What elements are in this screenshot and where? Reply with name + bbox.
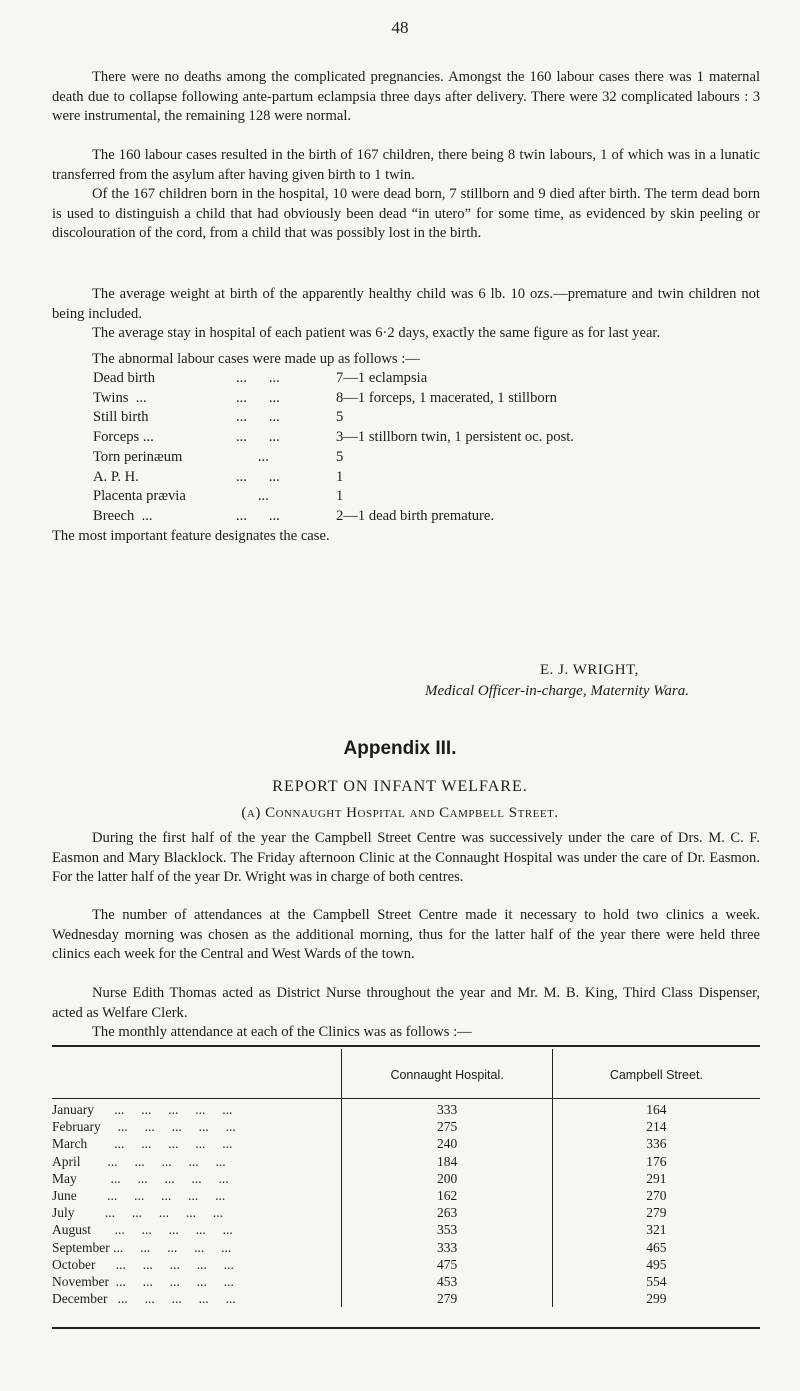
table-row: August ... ... ... ... ... 353 321 [52, 1221, 760, 1238]
table-row: February ... ... ... ... ... 275 214 [52, 1118, 760, 1135]
list-item: Twins ... ... ... 8—1 forceps, 1 macerated, 1 stillborn [93, 389, 557, 406]
table-bottom-rule [52, 1327, 760, 1329]
table-row: March ... ... ... ... ... 240 336 [52, 1135, 760, 1152]
signature-title: Medical Officer-in-charge, Maternity Wara. [425, 683, 689, 699]
section-subheading: (a) Connaught Hospital and Campbell Street. [241, 805, 559, 821]
appendix-heading: Appendix III. [343, 738, 457, 759]
table-header-row [52, 1049, 760, 1101]
paragraph-maternal-deaths: There were no deaths among the complicated pregnancies. Amongst the 160 labour cases there was 1 maternal death due to collapse following ante-partum eclampsia three days after delivery. There were 32 complicated labours : 3 were instrumental, the remaining 128 were normal. [52, 69, 760, 125]
paragraph-abnormal-intro: The abnormal labour cases were made up as follows :— [92, 351, 420, 367]
paragraph-table-intro: The monthly attendance at each of the Clinics was as follows :— [92, 1024, 472, 1040]
table-row: December ... ... ... ... ... 279 299 [52, 1290, 760, 1307]
list-item: Breech ... ... ... 2—1 dead birth premature. [93, 507, 495, 524]
table-row: January ... ... ... ... ... 333 164 [52, 1101, 760, 1118]
paragraph-labour-births: The 160 labour cases resulted in the birth of 167 children, there being 8 twin labours, 1 of which was in a lunatic transferred from the asylum after having given birth to 1 twin. [52, 147, 760, 183]
table-row: April ... ... ... ... ... 184 176 [52, 1153, 760, 1170]
table-row: November ... ... ... ... ... 453 554 [52, 1273, 760, 1290]
list-item: Placenta prævia ... 1 [93, 488, 344, 505]
header-connaught: Connaught Hospital. [342, 1049, 552, 1101]
header-month [52, 1049, 342, 1101]
table-top-rule [52, 1045, 760, 1047]
page-number: 48 [391, 18, 409, 37]
attendance-table [52, 1049, 760, 1307]
paragraph-average-weight: The average weight at birth of the apparently healthy child was 6 lb. 10 ozs.—premature and twin children not being included. [52, 286, 760, 322]
report-title: REPORT ON INFANT WELFARE. [272, 778, 528, 795]
list-item: Forceps ... ... ... 3—1 stillborn twin, 1 persistent oc. post. [93, 429, 574, 446]
paragraph-staff: Nurse Edith Thomas acted as District Nurse throughout the year and Mr. M. B. King, Third Class Dispenser, acted as Welfare Clerk. [52, 985, 760, 1021]
table-row: October ... ... ... ... ... 475 495 [52, 1256, 760, 1273]
table-row: May ... ... ... ... ... 200 291 [52, 1170, 760, 1187]
table-row: June ... ... ... ... ... 162 270 [52, 1187, 760, 1204]
paragraph-clinic-attendance: The number of attendances at the Campbell Street Centre made it necessary to hold two clinics a week. Wednesday morning was chosen as the additional morning, thus for the latter half of the year there were held three clinics each week for the Central and West Wards of the town. [52, 907, 760, 963]
header-campbell: Campbell Street. [552, 1049, 760, 1101]
abnormal-labour-list [93, 369, 733, 527]
table-header-rule [52, 1098, 760, 1099]
list-item: Torn perinæum ... 5 [93, 448, 344, 465]
paragraph-dead-born: Of the 167 children born in the hospital, 10 were dead born, 7 stillborn and 9 died after birth. The term dead born is used to distinguish a child that had obviously been dead “in utero” for some time, as evidenced by skin peeling or discolouration of the cord, from a child that was possibly lost in the birth. [52, 186, 760, 242]
list-item: A. P. H. ... ... 1 [93, 468, 344, 485]
list-item: Still birth ... ... 5 [93, 409, 344, 426]
paragraph-average-stay: The average stay in hospital of each patient was 6·2 days, exactly the same figure as for last year. [92, 325, 661, 341]
paragraph-important-feature: The most important feature designates the case. [52, 528, 330, 544]
list-item: Dead birth ... ... 7—1 eclampsia [93, 370, 428, 386]
table-row: July ... ... ... ... ... 263 279 [52, 1204, 760, 1221]
table-row: September ... ... ... ... ... 333 465 [52, 1239, 760, 1256]
signature-name: E. J. WRIGHT, [540, 662, 639, 678]
paragraph-clinic-care: During the first half of the year the Campbell Street Centre was successively under the care of Drs. M. C. F. Easmon and Mary Blacklock. The Friday afternoon Clinic at the Connaught Hospital was under the care of Dr. Easmon. For the latter half of the year Dr. Wright was in charge of both centres. [52, 830, 760, 886]
